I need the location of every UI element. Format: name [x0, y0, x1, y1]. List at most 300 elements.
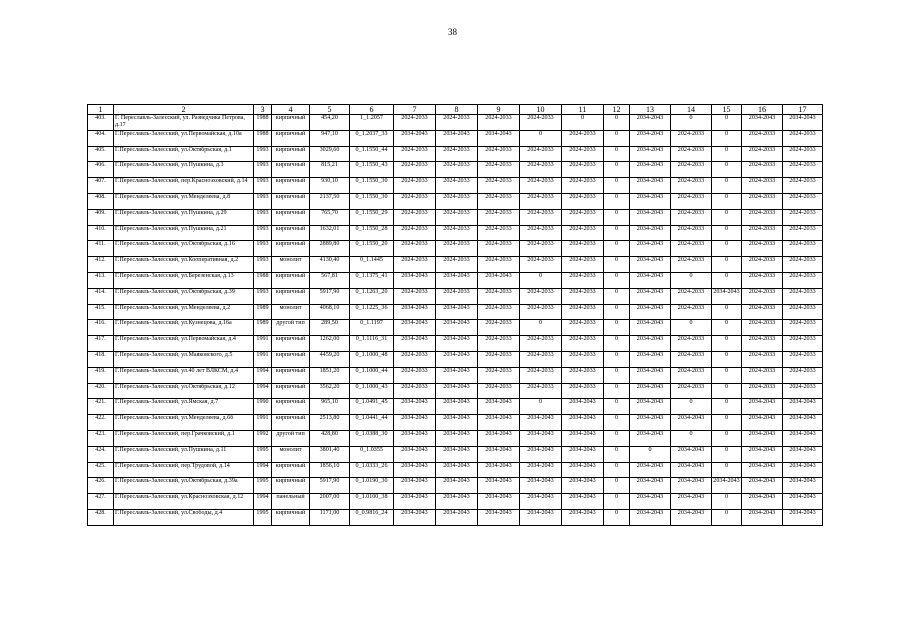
table-row	[88, 257, 823, 273]
table-cell: 2024-2033	[562, 383, 604, 399]
table-cell: 2034-2043	[562, 509, 604, 525]
table-cell: 2024-2033	[478, 146, 520, 162]
table-cell: кирпичный	[272, 241, 310, 257]
table-cell: 1_1.2057	[350, 115, 394, 131]
table-cell: 1262,00	[310, 336, 350, 352]
table-cell: 2034-2043	[394, 446, 436, 462]
table-cell: 2024-2033	[671, 383, 712, 399]
table-cell: 2024-2033	[394, 367, 436, 383]
table-cell: 2024-2033	[742, 336, 783, 352]
table-cell: 2024-2033	[671, 130, 712, 146]
table-cell: 1991	[254, 336, 272, 352]
table-cell: 0_1.0333_26	[350, 462, 394, 478]
table-cell: Г.Переславль-Залесский, ул.Менделеева, д.2	[114, 304, 254, 320]
table-cell: кирпичный	[272, 399, 310, 415]
table-cell: 1632,01	[310, 225, 350, 241]
table-cell: 2034-2043	[436, 304, 478, 320]
table-cell: 406.	[88, 162, 114, 178]
table-cell: 0	[604, 130, 630, 146]
table-cell: 0_1.1000_44	[350, 367, 394, 383]
table-cell: 2024-2033	[562, 257, 604, 273]
table-cell: 930,10	[310, 178, 350, 194]
table-row	[88, 272, 823, 288]
table-cell: кирпичный	[272, 478, 310, 494]
table-row	[88, 509, 823, 525]
table-cell: 2024-2033	[478, 288, 520, 304]
table-cell: 2024-2033	[783, 162, 823, 178]
table-row	[88, 241, 823, 257]
table-cell: 0	[712, 193, 742, 209]
table-cell: 1993	[254, 241, 272, 257]
table-cell: 2024-2033	[671, 257, 712, 273]
table-cell: 1993	[254, 209, 272, 225]
table-cell: 2024-2033	[394, 241, 436, 257]
table-row	[88, 462, 823, 478]
table-cell: 2024-2033	[671, 193, 712, 209]
table-header-row	[88, 105, 823, 115]
table-cell: 2137,50	[310, 193, 350, 209]
table-cell: 0_1.1550_20	[350, 241, 394, 257]
table-cell: Г.Переславль-Залесский, ул.Октябрьская, д.12	[114, 383, 254, 399]
column-header: 1	[88, 105, 114, 115]
column-header: 2	[114, 105, 254, 115]
table-cell: 1992	[254, 430, 272, 446]
table-cell: Г.Переславль-Залесский, ул.Ямская, д.7	[114, 399, 254, 415]
table-cell: 426.	[88, 478, 114, 494]
table-cell: 0	[604, 304, 630, 320]
table-cell: 0	[604, 257, 630, 273]
column-header: 13	[630, 105, 671, 115]
table-cell: 2024-2033	[478, 241, 520, 257]
table-cell: 2034-2043	[520, 446, 562, 462]
table-cell: 0_1.2037_33	[350, 130, 394, 146]
table-cell: 2034-2043	[478, 446, 520, 462]
table-row	[88, 209, 823, 225]
table-cell: 2024-2033	[436, 225, 478, 241]
table-cell: 2034-2043	[671, 462, 712, 478]
table-cell: кирпичный	[272, 209, 310, 225]
table-cell: 2034-2043	[671, 446, 712, 462]
table-cell: 2024-2033	[520, 162, 562, 178]
table-cell: 2034-2043	[630, 241, 671, 257]
table-cell: 2034-2043	[562, 494, 604, 510]
table-cell: 2024-2033	[783, 320, 823, 336]
table-cell: 408.	[88, 193, 114, 209]
table-cell: 2034-2043	[394, 462, 436, 478]
table-cell: 2034-2043	[394, 415, 436, 431]
table-cell: 2024-2033	[671, 304, 712, 320]
table-cell: 1988	[254, 130, 272, 146]
table-row	[88, 336, 823, 352]
table-cell: 403.	[88, 115, 114, 131]
table-cell: 2024-2033	[478, 336, 520, 352]
table-cell: 2034-2043	[630, 146, 671, 162]
table-cell: 2024-2033	[562, 146, 604, 162]
housing-schedule-table	[87, 104, 823, 526]
table-cell: 2024-2033	[520, 351, 562, 367]
table-cell: Г.Переславль-Залесский, ул.Кузнецова, д.16а	[114, 320, 254, 336]
table-cell: 2024-2033	[783, 304, 823, 320]
table-cell: 2024-2033	[562, 162, 604, 178]
table-cell: 2034-2043	[478, 509, 520, 525]
table-cell: 0	[520, 130, 562, 146]
table-cell: 2034-2043	[436, 320, 478, 336]
table-cell: 0_1.0441_44	[350, 415, 394, 431]
table-cell: 0	[604, 320, 630, 336]
table-cell: 2034-2043	[630, 367, 671, 383]
table-cell: 2024-2033	[671, 162, 712, 178]
table-cell: 2034-2043	[436, 509, 478, 525]
table-cell: 0_1.1116_31	[350, 336, 394, 352]
table-cell: 2007,00	[310, 494, 350, 510]
table-cell: 427.	[88, 494, 114, 510]
table-cell: Г. Переславль-Залесский, ул. Разведчика Петрова, д.17	[114, 115, 254, 131]
table-cell: 2024-2033	[742, 288, 783, 304]
table-cell: Г.Переславль-Залесский, ул.Первомайская, д.10а	[114, 130, 254, 146]
table-cell: 2034-2043	[394, 336, 436, 352]
table-cell: 3029,60	[310, 146, 350, 162]
column-header: 5	[310, 105, 350, 115]
table-cell: 0_1.1550_30	[350, 193, 394, 209]
table-cell: 2034-2043	[630, 415, 671, 431]
table-cell: 1993	[254, 162, 272, 178]
table-cell: 2024-2033	[394, 115, 436, 131]
table-cell: 2034-2043	[436, 399, 478, 415]
column-header: 16	[742, 105, 783, 115]
table-cell: 2024-2033	[436, 288, 478, 304]
table-cell: 0	[671, 430, 712, 446]
column-header: 12	[604, 105, 630, 115]
table-cell: 2034-2043	[630, 336, 671, 352]
table-cell: 0	[562, 115, 604, 131]
table-cell: 2024-2033	[478, 162, 520, 178]
table-cell: 2034-2043	[394, 304, 436, 320]
table-cell: 2034-2043	[742, 446, 783, 462]
table-cell: 0	[604, 399, 630, 415]
table-cell: 1990	[254, 399, 272, 415]
table-cell: кирпичный	[272, 415, 310, 431]
table-cell: 0_1.1225_36	[350, 304, 394, 320]
table-cell: 0	[712, 146, 742, 162]
table-cell: 2024-2033	[394, 178, 436, 194]
table-cell: 2024-2033	[742, 225, 783, 241]
table-cell: 2034-2043	[478, 130, 520, 146]
table-cell: 2034-2043	[742, 115, 783, 131]
table-cell: Г.Переславль-Залесский, ул.Октябрьская, д.39а	[114, 478, 254, 494]
table-row	[88, 304, 823, 320]
table-cell: 0	[520, 272, 562, 288]
table-cell: 2024-2033	[436, 115, 478, 131]
table-cell: 2034-2043	[671, 415, 712, 431]
table-cell: 2024-2033	[742, 257, 783, 273]
table-cell: 2024-2033	[520, 241, 562, 257]
table-cell: кирпичный	[272, 146, 310, 162]
table-cell: 0	[604, 446, 630, 462]
table-cell: 2024-2033	[562, 320, 604, 336]
table-cell: 2034-2043	[783, 478, 823, 494]
table-cell: 2024-2033	[783, 193, 823, 209]
table-cell: 2024-2033	[520, 225, 562, 241]
table-cell: Г.Переславль-Залесский, ул.Менделеева, д.8	[114, 193, 254, 209]
table-cell: 0_1.0100_38	[350, 494, 394, 510]
table-cell: 1993	[254, 193, 272, 209]
table-cell: монолит	[272, 304, 310, 320]
table-cell: 425.	[88, 462, 114, 478]
table-cell: 2034-2043	[742, 509, 783, 525]
table-cell: 2034-2043	[783, 430, 823, 446]
table-cell: 0	[671, 272, 712, 288]
table-cell: 454,20	[310, 115, 350, 131]
table-cell: 0	[604, 430, 630, 446]
table-cell: 2034-2043	[520, 509, 562, 525]
table-cell: кирпичный	[272, 336, 310, 352]
table-cell: 2024-2033	[394, 257, 436, 273]
table-cell: кирпичный	[272, 367, 310, 383]
table-cell: 2024-2033	[783, 257, 823, 273]
table-cell: 2034-2043	[783, 399, 823, 415]
table-cell: 0	[712, 399, 742, 415]
table-cell: 0	[604, 225, 630, 241]
table-cell: Г.Переславль-Залесский, ул.Октябрьская, д.1	[114, 146, 254, 162]
table-cell: 0	[604, 367, 630, 383]
table-cell: кирпичный	[272, 288, 310, 304]
table-cell: 0_1.0388_30	[350, 430, 394, 446]
table-cell: 1989	[254, 320, 272, 336]
table-cell: 2024-2033	[671, 351, 712, 367]
table-cell: 2024-2033	[742, 351, 783, 367]
table-cell: 0_1.1550_30	[350, 178, 394, 194]
table-cell: 2024-2033	[742, 383, 783, 399]
table-cell: 2024-2033	[478, 115, 520, 131]
table-cell: Г.Переславль-Залесский, ул.Менделеева, д.6б	[114, 415, 254, 431]
table-cell: 2034-2043	[478, 272, 520, 288]
column-header: 4	[272, 105, 310, 115]
table-cell: 417.	[88, 336, 114, 352]
table-cell: 2024-2033	[562, 193, 604, 209]
table-cell: 2513,80	[310, 415, 350, 431]
table-cell: Г.Переславль-Залесский, ул.Октябрьская, д.16	[114, 241, 254, 257]
table-cell: 2034-2043	[520, 415, 562, 431]
table-cell: 2034-2043	[436, 383, 478, 399]
table-cell: 1993	[254, 257, 272, 273]
table-cell: 0	[712, 415, 742, 431]
table-row	[88, 288, 823, 304]
table-cell: Г.Переславль-Залесский, пер.Красноэховский, д.14	[114, 178, 254, 194]
table-cell: 1995	[254, 478, 272, 494]
table-cell: 415.	[88, 304, 114, 320]
table-cell: 2024-2033	[783, 336, 823, 352]
table-cell: Г.Переславль-Залесский, ул.40 лет ВЛКСМ, д.4	[114, 367, 254, 383]
table-cell: 0	[712, 209, 742, 225]
table-cell: 2034-2043	[630, 478, 671, 494]
table-cell: 2024-2033	[742, 162, 783, 178]
table-cell: 2034-2043	[478, 462, 520, 478]
table-cell: 404.	[88, 130, 114, 146]
table-cell: 2024-2033	[742, 178, 783, 194]
table-cell: 2034-2043	[630, 494, 671, 510]
column-header: 14	[671, 105, 712, 115]
table-cell: 0	[604, 241, 630, 257]
table-cell: 2034-2043	[630, 462, 671, 478]
table-cell: 0	[671, 399, 712, 415]
table-cell: 2024-2033	[783, 383, 823, 399]
table-cell: 2034-2043	[783, 446, 823, 462]
table-cell: Г.Переславль-Залесский, ул.Первомайская, д.4	[114, 336, 254, 352]
table-cell: 2024-2033	[478, 209, 520, 225]
table-body	[88, 115, 823, 526]
table-cell: 2034-2043	[394, 130, 436, 146]
table-cell: 2034-2043	[394, 320, 436, 336]
table-cell: 1993	[254, 288, 272, 304]
table-cell: 2034-2043	[562, 446, 604, 462]
table-cell: 2024-2033	[562, 272, 604, 288]
table-cell: 2034-2043	[562, 415, 604, 431]
table-cell: 424.	[88, 446, 114, 462]
table-cell: 0	[712, 351, 742, 367]
table-cell: 0_1.1197	[350, 320, 394, 336]
table-cell: кирпичный	[272, 383, 310, 399]
table-cell: 2024-2033	[783, 209, 823, 225]
table-cell: 0_1.0491_45	[350, 399, 394, 415]
table-cell: 0	[604, 415, 630, 431]
column-header: 6	[350, 105, 394, 115]
table-cell: 2034-2043	[394, 509, 436, 525]
table-cell: 2024-2033	[562, 178, 604, 194]
table-cell: 405.	[88, 146, 114, 162]
table-cell: 2034-2043	[712, 478, 742, 494]
table-cell: 0	[712, 115, 742, 131]
table-cell: 2024-2033	[562, 288, 604, 304]
table-cell: 2034-2043	[436, 367, 478, 383]
table-cell: 407.	[88, 178, 114, 194]
table-cell: 420.	[88, 383, 114, 399]
table-cell: 2024-2033	[394, 162, 436, 178]
table-cell: 4068,10	[310, 304, 350, 320]
table-cell: 2024-2033	[562, 130, 604, 146]
table-cell: 2024-2033	[742, 146, 783, 162]
table-cell: 409.	[88, 209, 114, 225]
table-cell: 0	[604, 509, 630, 525]
table-cell: 2889,80	[310, 241, 350, 257]
table-cell: 2034-2043	[742, 415, 783, 431]
table-cell: 2024-2033	[742, 304, 783, 320]
table-cell: 2034-2043	[630, 320, 671, 336]
table-cell: 2024-2033	[783, 130, 823, 146]
table-cell: 2034-2043	[520, 462, 562, 478]
table-cell: 2024-2033	[783, 225, 823, 241]
table-cell: 2024-2033	[436, 209, 478, 225]
table-cell: 2024-2033	[394, 146, 436, 162]
table-cell: Г.Переславль-Залесский, ул.Маяковского, д.5	[114, 351, 254, 367]
table-cell: 0_1.0355	[350, 446, 394, 462]
table-cell: кирпичный	[272, 462, 310, 478]
table-cell: 1994	[254, 494, 272, 510]
table-cell: 2024-2033	[562, 241, 604, 257]
table-cell: 2034-2043	[436, 478, 478, 494]
table-cell: 2024-2033	[562, 225, 604, 241]
table-cell: 1993	[254, 178, 272, 194]
table-cell: 2024-2033	[783, 351, 823, 367]
table-cell: 2024-2033	[478, 178, 520, 194]
table-row	[88, 178, 823, 194]
table-row	[88, 415, 823, 431]
table-cell: 0	[520, 399, 562, 415]
table-cell: 2024-2033	[520, 383, 562, 399]
table-cell: Г.Переславль-Залесский, ул.Кооперативная, д.2	[114, 257, 254, 273]
table-cell: 2034-2043	[394, 272, 436, 288]
table-cell: 2024-2033	[394, 193, 436, 209]
table-cell: 2034-2043	[478, 399, 520, 415]
table-row	[88, 225, 823, 241]
table-cell: 416.	[88, 320, 114, 336]
table-cell: 2024-2033	[783, 241, 823, 257]
table-cell: 2034-2043	[630, 383, 671, 399]
column-header: 7	[394, 105, 436, 115]
table-cell: кирпичный	[272, 193, 310, 209]
table-cell: 4130,40	[310, 257, 350, 273]
table-cell: 0_0.9816_24	[350, 509, 394, 525]
table-row	[88, 367, 823, 383]
table-cell: 2034-2043	[394, 430, 436, 446]
table-cell: 0	[604, 178, 630, 194]
table-cell: 0	[712, 509, 742, 525]
table-cell: 2034-2043	[671, 509, 712, 525]
table-cell: монолит	[272, 446, 310, 462]
table-cell: другой тип	[272, 320, 310, 336]
table-cell: 0	[712, 430, 742, 446]
table-cell: 2024-2033	[742, 320, 783, 336]
table-cell: 2024-2033	[562, 304, 604, 320]
table-cell: 2024-2033	[478, 304, 520, 320]
table-row	[88, 162, 823, 178]
table-cell: другой тип	[272, 430, 310, 446]
table-cell: 1994	[254, 383, 272, 399]
table-cell: 0_1.1375_41	[350, 272, 394, 288]
table-cell: 0	[712, 336, 742, 352]
table-cell: 1988	[254, 272, 272, 288]
table-cell: 2034-2043	[630, 257, 671, 273]
table-cell: 2024-2033	[394, 288, 436, 304]
table-cell: 1993	[254, 146, 272, 162]
column-header: 8	[436, 105, 478, 115]
table-cell: 2024-2033	[520, 304, 562, 320]
table-cell: 1994	[254, 462, 272, 478]
table-cell: кирпичный	[272, 509, 310, 525]
table-cell: 2024-2033	[436, 193, 478, 209]
table-cell: 0	[712, 462, 742, 478]
table-cell: 1995	[254, 446, 272, 462]
table-cell: 5917,90	[310, 478, 350, 494]
table-cell: 2024-2033	[394, 209, 436, 225]
table-cell: 2024-2033	[742, 272, 783, 288]
table-cell: 0	[712, 367, 742, 383]
table-cell: 2024-2033	[478, 225, 520, 241]
table-cell: 2024-2033	[742, 367, 783, 383]
table-cell: 2034-2043	[436, 494, 478, 510]
table-cell: кирпичный	[272, 351, 310, 367]
table-cell: 412.	[88, 257, 114, 273]
table-cell: 2024-2033	[783, 367, 823, 383]
table-cell: 0	[712, 162, 742, 178]
table-cell: кирпичный	[272, 130, 310, 146]
table-cell: 2024-2033	[671, 209, 712, 225]
table-cell: 2034-2043	[671, 478, 712, 494]
table-cell: 0	[712, 272, 742, 288]
table-row	[88, 193, 823, 209]
table-cell: Г.Переславль-Залесский, пер.Грачковский, д.1	[114, 430, 254, 446]
table-row	[88, 478, 823, 494]
table-cell: 428,80	[310, 430, 350, 446]
